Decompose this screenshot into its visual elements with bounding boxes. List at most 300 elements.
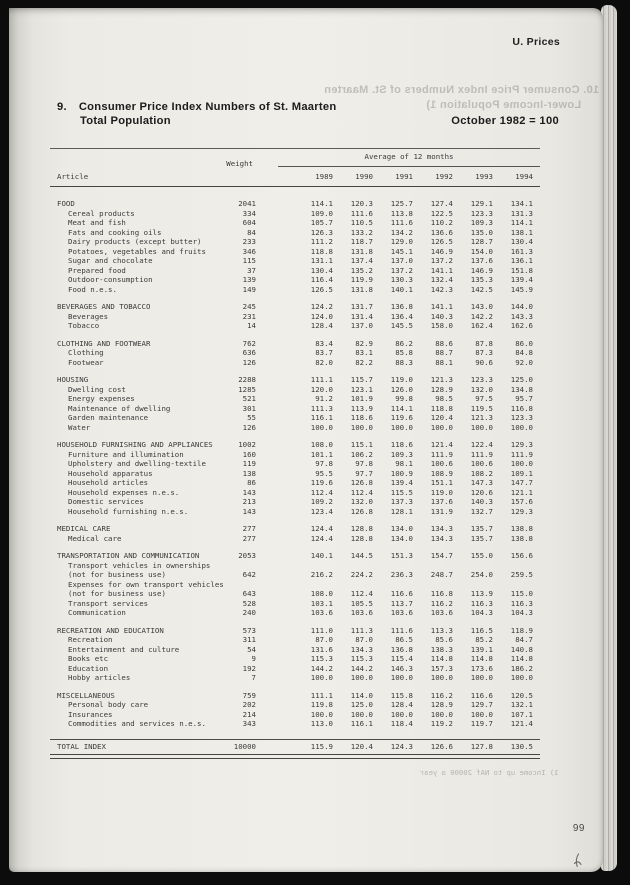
- value-cell: 118.6: [350, 413, 373, 422]
- table-row: [50, 339, 540, 349]
- table-row: [50, 524, 540, 534]
- value-cell: 115.0: [510, 589, 533, 598]
- value-cell: 131.9: [430, 506, 453, 516]
- value-cell: 134.2: [390, 227, 413, 237]
- value-cell: 100.0: [390, 673, 413, 682]
- value-cell: 95.7: [515, 394, 533, 403]
- value-cell: [493, 580, 533, 590]
- article-cell: HOUSEHOLD FURNISHING AND APPLIANCES: [57, 440, 213, 449]
- value-cell: 100.0: [430, 673, 453, 682]
- value-cell: 114.1: [390, 403, 413, 413]
- table-row: [50, 478, 540, 488]
- value-cell: 116.3: [510, 598, 533, 608]
- weight-cell: 311: [242, 635, 256, 644]
- value-cell: 111.3: [350, 625, 373, 635]
- value-cell: 143.3: [510, 311, 533, 321]
- value-cell: 236.3: [390, 570, 413, 579]
- weight-cell: 139: [242, 275, 256, 284]
- value-cell: 118.9: [510, 625, 533, 635]
- article-cell: Clothing: [68, 348, 104, 357]
- value-cell: 131.3: [510, 208, 533, 218]
- value-cell: 134.3: [350, 644, 373, 654]
- value-cell: 116.2: [430, 598, 453, 608]
- value-cell: [413, 561, 453, 571]
- article-cell: Tobacco: [68, 321, 100, 330]
- value-cell: 157.3: [430, 663, 453, 673]
- value-cell: 106.2: [350, 449, 373, 459]
- value-cell: 111.9: [510, 449, 533, 459]
- value-cell: 85.6: [435, 635, 453, 644]
- value-cell: 111.1: [310, 690, 333, 700]
- value-cell: 126.5: [430, 237, 453, 246]
- value-cell: 131.8: [350, 284, 373, 294]
- value-cell: 114.1: [510, 218, 533, 227]
- value-cell: 129.3: [510, 440, 533, 449]
- value-cell: 101.1: [310, 449, 333, 459]
- value-cell: 132.1: [510, 700, 533, 709]
- weight-cell: 573: [242, 625, 256, 635]
- value-cell: 140.8: [510, 644, 533, 654]
- scanned-page: [9, 8, 603, 872]
- weight-cell: 126: [242, 357, 256, 367]
- article-cell: Insurances: [68, 709, 113, 719]
- value-cell: 124.3: [390, 741, 413, 751]
- weight-cell: 2288: [238, 375, 256, 384]
- value-cell: 111.1: [310, 375, 333, 384]
- value-cell: 186.2: [510, 663, 533, 673]
- value-cell: 86.2: [395, 338, 413, 348]
- value-cell: 112.4: [310, 487, 333, 497]
- table-row: [50, 459, 540, 469]
- value-cell: 118.4: [390, 719, 413, 728]
- table-row: [50, 497, 540, 507]
- weight-cell: 528: [242, 598, 256, 608]
- value-cell: 131.4: [350, 311, 373, 321]
- value-cell: 137.2: [390, 265, 413, 275]
- value-cell: 111.9: [470, 449, 493, 459]
- value-cell: 134.0: [390, 524, 413, 533]
- value-cell: 98.1: [395, 459, 413, 468]
- value-cell: 111.6: [390, 218, 413, 227]
- value-cell: 131.1: [310, 256, 333, 265]
- total-index-row: [50, 742, 540, 752]
- value-cell: 134.3: [430, 524, 453, 533]
- value-cell: 113.3: [430, 625, 453, 635]
- table-row: [50, 358, 540, 368]
- value-cell: 173.6: [470, 663, 493, 673]
- article-cell: Transport vehicles in ownerships: [68, 560, 211, 570]
- article-cell: Cereal products: [68, 208, 135, 218]
- value-cell: 116.6: [390, 589, 413, 598]
- value-cell: 119.6: [390, 413, 413, 422]
- value-cell: 115.3: [310, 654, 333, 663]
- weight-cell: 759: [242, 690, 256, 700]
- value-cell: 116.3: [470, 598, 493, 608]
- table-row: [50, 275, 540, 285]
- value-cell: 120.3: [350, 199, 373, 208]
- article-cell: Prepared food: [68, 265, 126, 275]
- title-number: 9.: [57, 101, 67, 113]
- value-cell: 111.9: [430, 449, 453, 459]
- value-cell: 118.8: [430, 403, 453, 413]
- weight-cell: 334: [242, 208, 256, 218]
- value-cell: 118.8: [310, 246, 333, 256]
- value-cell: 126.8: [350, 506, 373, 516]
- value-cell: 145.9: [510, 284, 533, 294]
- value-cell: 108.0: [310, 589, 333, 598]
- table-row: [50, 645, 540, 655]
- value-cell: 144.5: [350, 551, 373, 560]
- value-cell: 142.5: [470, 284, 493, 294]
- table-row: [50, 440, 540, 450]
- value-cell: 129.1: [470, 199, 493, 208]
- value-cell: 154.0: [470, 246, 493, 256]
- value-cell: 110.2: [430, 218, 453, 227]
- value-cell: 151.1: [430, 478, 453, 487]
- table-row: [50, 488, 540, 498]
- value-cell: 127.4: [430, 199, 453, 208]
- value-cell: 116.8: [430, 589, 453, 598]
- value-cell: 121.3: [470, 413, 493, 422]
- value-cell: 119.6: [310, 478, 333, 487]
- value-cell: 125.0: [510, 375, 533, 384]
- weight-cell: 86: [247, 478, 256, 487]
- weight-cell: 346: [242, 246, 256, 256]
- value-cell: 88.7: [435, 348, 453, 357]
- value-cell: 128.8: [350, 524, 373, 533]
- table-row: [50, 719, 540, 729]
- value-cell: 119.8: [310, 700, 333, 709]
- value-cell: 111.3: [310, 403, 333, 413]
- article-cell: Household apparatus: [68, 468, 153, 478]
- table-row: [50, 673, 540, 683]
- value-cell: 128.7: [470, 237, 493, 246]
- value-cell: [413, 580, 453, 590]
- book-page-stack-edge: [601, 5, 617, 871]
- weight-cell: 10000: [233, 741, 256, 751]
- value-cell: 122.4: [470, 440, 493, 449]
- value-cell: 147.3: [470, 478, 493, 487]
- table-row: [50, 507, 540, 517]
- table-row: [50, 209, 540, 219]
- value-cell: 83.4: [315, 338, 333, 348]
- cpi-table: [50, 148, 540, 759]
- table-row: [50, 312, 540, 322]
- value-cell: 126.8: [350, 478, 373, 487]
- bleedthrough-subtitle: Lower-Income Population 1): [425, 99, 581, 111]
- value-cell: 121.3: [430, 375, 453, 384]
- value-cell: 115.1: [350, 440, 373, 449]
- value-cell: 97.8: [355, 459, 373, 468]
- value-cell: 144.2: [310, 663, 333, 673]
- value-cell: 87.0: [355, 635, 373, 644]
- weight-cell: 14: [247, 321, 256, 330]
- value-cell: 131.7: [350, 302, 373, 311]
- table-body: [50, 187, 540, 729]
- value-cell: 120.6: [470, 487, 493, 497]
- value-cell: 139.1: [470, 644, 493, 654]
- weight-cell: 126: [242, 422, 256, 432]
- value-cell: 109.3: [390, 449, 413, 459]
- value-cell: 133.2: [350, 227, 373, 237]
- weight-cell: 143: [242, 487, 256, 497]
- article-cell: FOOD: [57, 199, 75, 208]
- value-cell: 136.6: [430, 227, 453, 237]
- value-cell: 114.8: [430, 654, 453, 663]
- article-cell: Fats and cooking oils: [68, 227, 162, 237]
- value-cell: 128.1: [390, 506, 413, 516]
- weight-cell: 277: [242, 524, 256, 533]
- value-cell: 108.0: [310, 440, 333, 449]
- article-cell: (not for business use): [68, 570, 166, 579]
- table-row: [50, 385, 540, 395]
- total-index-block: [50, 739, 540, 755]
- weight-cell: [196, 561, 256, 571]
- table-row: [50, 589, 540, 599]
- table-row: [50, 266, 540, 276]
- value-cell: 100.0: [470, 673, 493, 682]
- value-cell: 140.3: [430, 311, 453, 321]
- value-cell: 104.3: [470, 608, 493, 617]
- bleedthrough-title: 10. Consumer Price Index Numbers of St. Maarten: [323, 84, 599, 96]
- value-cell: 135.2: [350, 265, 373, 275]
- table-row: [50, 423, 540, 433]
- bleedthrough-footnote: 1) Income up to NAf 20000 a year: [419, 768, 558, 777]
- value-cell: 83.7: [315, 348, 333, 357]
- value-cell: 131.8: [350, 246, 373, 256]
- value-cell: 154.7: [430, 551, 453, 560]
- value-cell: 116.4: [310, 275, 333, 284]
- value-cell: 116.2: [430, 690, 453, 700]
- value-cell: 84.7: [515, 635, 533, 644]
- article-cell: Maintenance of dwelling: [68, 403, 171, 413]
- value-cell: 100.0: [350, 673, 373, 682]
- table-row: [50, 285, 540, 295]
- value-cell: 125.0: [350, 700, 373, 709]
- value-cell: 100.0: [470, 422, 493, 432]
- table-row: [50, 664, 540, 674]
- table-row: [50, 710, 540, 720]
- article-cell: Household expenses n.e.s.: [68, 487, 180, 497]
- article-cell: Household furnishing n.e.s.: [68, 506, 189, 516]
- table-row: [50, 608, 540, 618]
- weight-cell: 636: [242, 348, 256, 357]
- value-cell: 88.1: [435, 357, 453, 367]
- year-header: 1992: [435, 172, 453, 181]
- value-cell: 97.5: [475, 394, 493, 403]
- value-cell: 100.0: [310, 422, 333, 432]
- year-header: 1993: [475, 172, 493, 181]
- weight-cell: 643: [242, 589, 256, 598]
- value-cell: 118.6: [390, 440, 413, 449]
- value-cell: 145.5: [390, 321, 413, 330]
- value-cell: 132.4: [430, 275, 453, 284]
- weight-cell: 84: [247, 227, 256, 237]
- value-cell: 137.6: [430, 497, 453, 506]
- value-cell: 100.0: [350, 422, 373, 432]
- value-cell: 161.3: [510, 246, 533, 256]
- weight-cell: 2053: [238, 551, 256, 560]
- value-cell: 83.1: [355, 348, 373, 357]
- value-cell: 88.6: [435, 338, 453, 348]
- value-cell: 135.7: [470, 524, 493, 533]
- article-cell: Household articles: [68, 478, 149, 487]
- article-cell: Transport services: [68, 598, 149, 608]
- table-row: [50, 469, 540, 479]
- table-row: [50, 375, 540, 385]
- value-cell: 136.8: [390, 302, 413, 311]
- value-cell: 100.0: [350, 709, 373, 719]
- value-cell: 151.3: [390, 551, 413, 560]
- value-cell: 115.7: [350, 375, 373, 384]
- value-cell: [453, 561, 493, 571]
- value-cell: 116.8: [510, 403, 533, 413]
- value-cell: 146.9: [470, 265, 493, 275]
- year-header: 1990: [355, 172, 373, 181]
- weight-cell: 277: [242, 533, 256, 543]
- article-cell: Medical care: [68, 533, 122, 543]
- weight-cell: 138: [242, 468, 256, 478]
- value-cell: 116.6: [470, 690, 493, 700]
- value-cell: 124.2: [310, 302, 333, 311]
- value-cell: 139.4: [390, 478, 413, 487]
- table-row: [50, 626, 540, 636]
- value-cell: 155.0: [470, 551, 493, 560]
- value-cell: 115.8: [390, 690, 413, 700]
- table-row: [50, 551, 540, 561]
- value-cell: 121.4: [430, 440, 453, 449]
- value-cell: 144.0: [510, 302, 533, 311]
- weight-cell: 604: [242, 218, 256, 227]
- article-cell: Energy expenses: [68, 394, 135, 403]
- chapter-label: U. Prices: [512, 36, 560, 48]
- value-cell: 128.8: [350, 533, 373, 543]
- table-row: [50, 256, 540, 266]
- article-cell: Expenses for own transport vehicles: [68, 579, 224, 589]
- value-cell: [453, 580, 493, 590]
- value-cell: 142.3: [430, 284, 453, 294]
- weight-cell: 233: [242, 237, 256, 246]
- value-cell: 120.4: [430, 413, 453, 422]
- weight-cell: 55: [247, 413, 256, 422]
- value-cell: 145.1: [390, 246, 413, 256]
- value-cell: [256, 561, 333, 571]
- value-cell: 135.3: [470, 275, 493, 284]
- value-cell: 105.5: [350, 598, 373, 608]
- value-cell: 146.3: [390, 663, 413, 673]
- value-cell: 135.7: [470, 533, 493, 543]
- table-row: [50, 247, 540, 257]
- value-cell: 134.3: [430, 533, 453, 543]
- weight-cell: 202: [242, 700, 256, 709]
- article-cell: Water: [68, 422, 91, 432]
- value-cell: 112.4: [350, 589, 373, 598]
- value-cell: 100.6: [430, 459, 453, 468]
- article-cell: Beverages: [68, 311, 109, 321]
- value-cell: 137.0: [350, 321, 373, 330]
- base-period-label: October 1982 = 100: [451, 115, 559, 127]
- value-cell: 134.8: [510, 384, 533, 394]
- value-cell: 103.6: [350, 608, 373, 617]
- article-cell: Upholstery and dwelling-textile: [68, 459, 206, 468]
- value-cell: 114.0: [350, 690, 373, 700]
- year-header: 1991: [395, 172, 413, 181]
- weight-cell: 2041: [238, 199, 256, 208]
- value-cell: 86.5: [395, 635, 413, 644]
- table-row: [50, 570, 540, 580]
- value-cell: 137.0: [390, 256, 413, 265]
- doc-title-block: [57, 101, 336, 128]
- value-cell: 120.4: [350, 741, 373, 751]
- value-cell: 103.1: [310, 598, 333, 608]
- value-cell: 100.9: [390, 468, 413, 478]
- value-cell: 216.2: [310, 570, 333, 579]
- value-cell: 132.0: [350, 497, 373, 506]
- value-cell: 111.2: [310, 237, 333, 246]
- value-cell: 136.4: [390, 311, 413, 321]
- value-cell: 100.0: [390, 709, 413, 719]
- value-cell: 121.4: [510, 719, 533, 728]
- value-cell: 101.9: [350, 394, 373, 403]
- value-cell: 128.4: [390, 700, 413, 709]
- value-cell: 109.3: [470, 218, 493, 227]
- value-cell: 87.3: [475, 348, 493, 357]
- value-cell: 151.8: [510, 265, 533, 275]
- table-row: [50, 561, 540, 571]
- value-cell: 92.0: [515, 357, 533, 367]
- value-cell: 129.3: [510, 506, 533, 516]
- value-cell: 157.6: [510, 497, 533, 506]
- value-cell: 87.8: [475, 338, 493, 348]
- value-cell: 139.4: [510, 275, 533, 284]
- value-cell: 104.3: [510, 608, 533, 617]
- value-cell: 135.0: [470, 227, 493, 237]
- value-cell: [373, 580, 413, 590]
- weight-column-header: Weight: [226, 159, 253, 168]
- article-cell: MISCELLANEOUS: [57, 690, 115, 700]
- value-cell: [493, 561, 533, 571]
- value-cell: 130.4: [510, 237, 533, 246]
- article-cell: Outdoor-consumption: [68, 275, 153, 284]
- article-cell: RECREATION AND EDUCATION: [57, 625, 164, 635]
- value-cell: 110.5: [350, 218, 373, 227]
- table-row: [50, 218, 540, 228]
- value-cell: 122.5: [430, 208, 453, 218]
- article-cell: Commodities and services n.e.s.: [68, 719, 206, 728]
- value-cell: 87.0: [315, 635, 333, 644]
- article-cell: Dairy products (except butter): [68, 237, 202, 246]
- value-cell: 119.5: [470, 403, 493, 413]
- value-cell: 147.7: [510, 478, 533, 487]
- value-cell: 138.1: [510, 227, 533, 237]
- value-cell: 121.1: [510, 487, 533, 497]
- year-header: 1994: [515, 172, 533, 181]
- value-cell: 100.0: [470, 709, 493, 719]
- value-cell: 114.8: [510, 654, 533, 663]
- value-cell: 127.8: [470, 741, 493, 751]
- article-cell: Garden maintenance: [68, 413, 149, 422]
- weight-cell: 37: [247, 265, 256, 275]
- value-cell: 124.0: [310, 311, 333, 321]
- column-group-header: Average of 12 months: [364, 152, 454, 161]
- value-cell: 132.0: [470, 384, 493, 394]
- value-cell: 123.4: [310, 506, 333, 516]
- value-cell: 138.8: [510, 524, 533, 533]
- year-header: 1989: [315, 172, 333, 181]
- value-cell: 138.3: [430, 644, 453, 654]
- value-cell: 126.5: [310, 284, 333, 294]
- value-cell: 84.8: [515, 348, 533, 357]
